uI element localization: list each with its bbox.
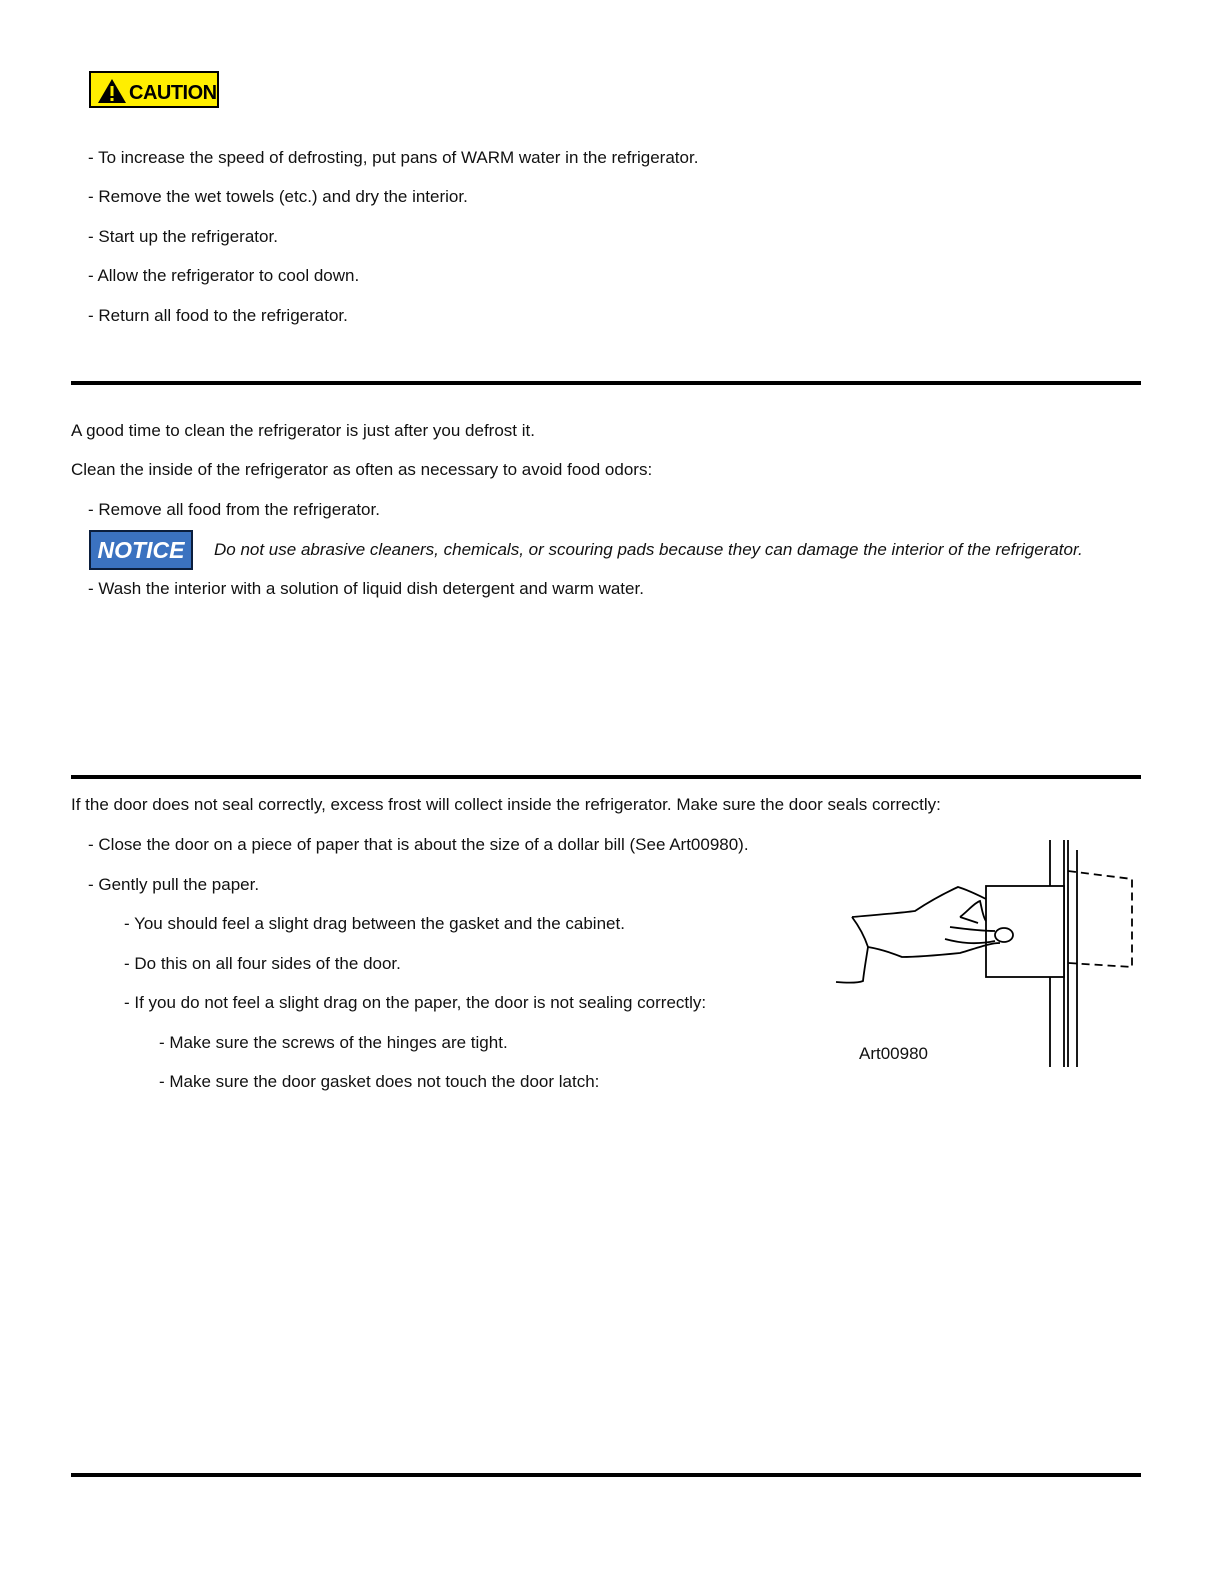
notice-text: Do not use abrasive cleaners, chemicals, or scouring pads because they can damage the interior of the refrigerator. bbox=[214, 540, 1083, 559]
caution-step: - Allow the refrigerator to cool down. bbox=[88, 266, 360, 285]
caution-label: CAUTION bbox=[129, 82, 217, 104]
door-seal-step: - Gently pull the paper. bbox=[88, 875, 260, 894]
door-seal-illustration bbox=[830, 835, 1140, 1075]
caution-step: - Return all food to the refrigerator. bbox=[88, 306, 348, 325]
door-seal-intro: If the door does not seal correctly, excess frost will collect inside the refrigerator. Make sure the door seals correctly: bbox=[71, 795, 941, 814]
caution-step: - Remove the wet towels (etc.) and dry the interior. bbox=[88, 187, 468, 206]
caution-badge bbox=[89, 71, 219, 108]
cleaning-intro: A good time to clean the refrigerator is just after you defrost it. bbox=[71, 421, 535, 440]
section-divider bbox=[71, 775, 1141, 779]
door-seal-subsubstep: - Make sure the screws of the hinges are tight. bbox=[159, 1033, 508, 1052]
door-seal-substep: - If you do not feel a slight drag on the paper, the door is not sealing correctly: bbox=[124, 993, 707, 1012]
door-seal-subsubstep: - Make sure the door gasket does not touch the door latch: bbox=[159, 1072, 600, 1091]
hand-paper-door-drawing bbox=[830, 835, 1140, 1070]
warning-triangle-icon bbox=[97, 78, 127, 104]
cleaning-step: - Wash the interior with a solution of liquid dish detergent and warm water. bbox=[88, 579, 644, 598]
figure-caption: Art00980 bbox=[859, 1044, 928, 1063]
caution-step: - To increase the speed of defrosting, put pans of WARM water in the refrigerator. bbox=[88, 148, 699, 167]
caution-step: - Start up the refrigerator. bbox=[88, 227, 278, 246]
section-divider bbox=[71, 1473, 1141, 1477]
cleaning-lead: Clean the inside of the refrigerator as often as necessary to avoid food odors: bbox=[71, 460, 653, 479]
door-seal-substep: - You should feel a slight drag between the gasket and the cabinet. bbox=[124, 914, 625, 933]
cleaning-step: - Remove all food from the refrigerator. bbox=[88, 500, 380, 519]
notice-badge: NOTICE bbox=[89, 530, 193, 570]
section-divider bbox=[71, 381, 1141, 385]
door-seal-substep: - Do this on all four sides of the door. bbox=[124, 954, 401, 973]
door-seal-step: - Close the door on a piece of paper that is about the size of a dollar bill (See Art00980). bbox=[88, 835, 749, 854]
